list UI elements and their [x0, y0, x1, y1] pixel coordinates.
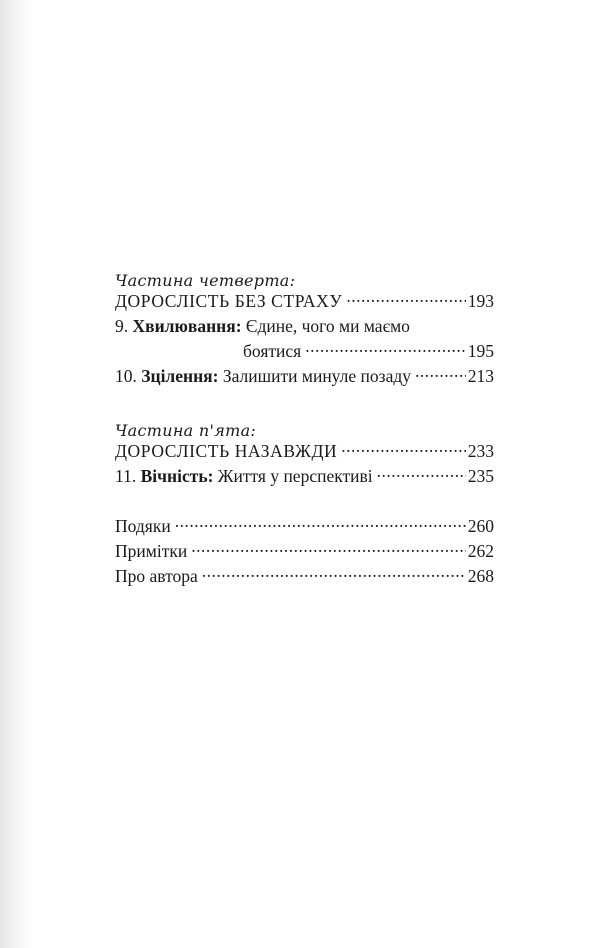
chapter-name: Хвилювання: [132, 316, 242, 336]
chapter-subtitle: боятися [243, 341, 302, 361]
dot-leader [346, 290, 465, 308]
chapter-number: 9. [115, 316, 129, 336]
chapter-name: Зцілення: [141, 366, 219, 386]
toc-entry-back-matter[interactable] [115, 539, 494, 564]
toc-entry-page: 233 [467, 441, 494, 461]
toc-entry-chapter[interactable] [115, 314, 494, 339]
dot-leader [377, 465, 466, 483]
chapter-name: Вічність: [140, 466, 214, 486]
toc-entry-back-matter[interactable] [115, 564, 494, 589]
dot-leader [191, 540, 466, 558]
toc-entry-page: 235 [467, 466, 494, 486]
toc-entry-page: 193 [467, 291, 494, 311]
toc-entry-page: 213 [467, 366, 494, 386]
dot-leader [202, 565, 466, 583]
toc-entry-label: Примітки [115, 541, 188, 561]
chapter-subtitle: Життя у перспективі [217, 466, 373, 486]
toc-entry-label: Подяки [115, 516, 171, 536]
toc-entry-label: ДОРОСЛІСТЬ БЕЗ СТРАХУ [115, 291, 343, 311]
dot-leader [175, 515, 466, 533]
toc-entry-part-heading[interactable] [115, 289, 494, 314]
toc-entry-chapter[interactable] [115, 464, 494, 489]
toc-entry-part-heading[interactable] [115, 439, 494, 464]
page-spine-shadow [0, 0, 34, 948]
chapter-subtitle: Залишити минуле позаду [222, 366, 411, 386]
toc-entry-page: 268 [467, 566, 494, 586]
toc-entry-back-matter[interactable] [115, 514, 494, 539]
toc-entry-page: 260 [467, 516, 494, 536]
dot-leader [341, 440, 466, 458]
part-title: Частина п'ята: [115, 421, 257, 440]
table-of-contents [115, 264, 494, 589]
chapter-subtitle: Єдине, чого ми маємо [245, 316, 410, 336]
chapter-number: 11. [115, 466, 137, 486]
toc-entry-page: 195 [467, 341, 494, 361]
chapter-number: 10. [115, 366, 137, 386]
dot-leader [415, 365, 466, 383]
toc-entry-chapter-continued[interactable] [115, 339, 494, 364]
toc-entry-label: ДОРОСЛІСТЬ НАЗАВЖДИ [115, 441, 338, 461]
part-title: Частина четверта: [115, 271, 296, 290]
toc-entry-page: 262 [467, 541, 494, 561]
toc-entry-chapter[interactable] [115, 364, 494, 389]
dot-leader [305, 340, 466, 358]
toc-entry-label: Про автора [115, 566, 198, 586]
